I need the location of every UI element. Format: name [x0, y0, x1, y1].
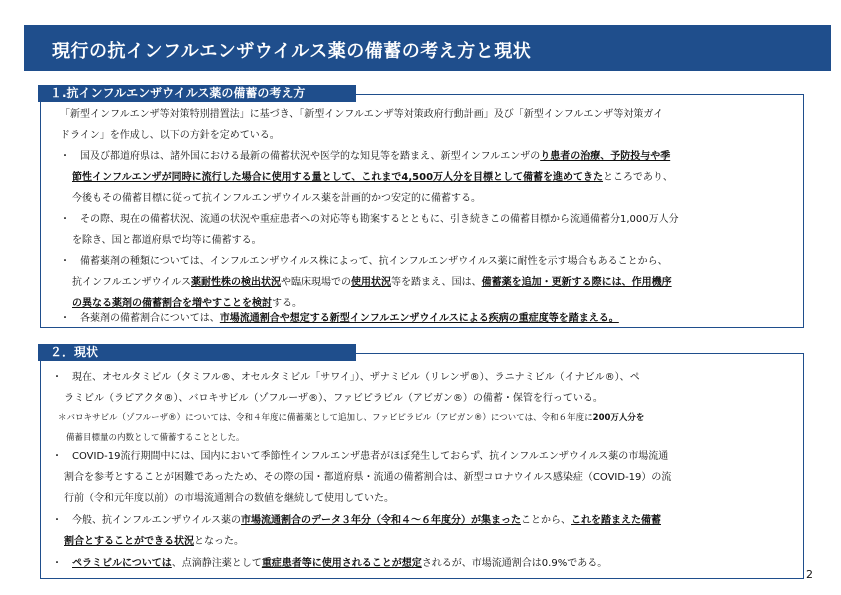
- section1-bullet3-line1: ・ 備蓄薬剤の種類については、インフルエンザウイルス株によって、抗インフルエンザウイルス薬に耐性を示す場合もあることから、: [60, 256, 668, 267]
- section1-bullet2-line1: ・ その際、現在の備蓄状況、流通の状況や重症患者への対応等も勘案するとともに、引き続きこの備蓄目標から流通備蓄分1,000万人分: [60, 214, 679, 225]
- section2-bullet4-line1: [52, 558, 607, 570]
- section1-bullet1-line1: [60, 151, 670, 163]
- header-bar: [24, 25, 831, 71]
- section1-bullet3-emphasis4: の異なる薬剤の備蓄割合を増やすことを検討: [72, 298, 272, 309]
- section2-bullet3-emphasis: 市場流通割合のデータ３年分（令和４～６年度分）が集まった: [241, 515, 521, 526]
- section1-bullet3-line3: [72, 298, 302, 310]
- section2-bullet4-emphasis2: 重症患者等に使用されることが想定: [261, 558, 422, 569]
- page-number: 2: [806, 568, 813, 581]
- section2-bullet3-text: ・ 今般、抗インフルエンザウイルス薬の: [52, 515, 241, 526]
- section2-bullet3-line1: [52, 515, 661, 527]
- section1-label: １.抗インフルエンザウイルス薬の備蓄の考え方: [38, 85, 356, 102]
- section1-bullet3-text4: する。: [272, 298, 302, 309]
- section1-bullet3-emphasis2: 使用状況: [351, 277, 391, 288]
- section2-bullet3-text2: ことから、: [521, 515, 571, 526]
- section2-note-text: ＊バロキサビル（ゾフルーザ®）については、令和４年度に備蓄薬として追加し、ファビピラビル（アビガン®）については、令和６年度に: [58, 413, 593, 423]
- section1-bullet3-line2: [72, 277, 672, 289]
- section2-bullet1-line1: ・ 現在、オセルタミビル（タミフル®、オセルタミビル「サワイ」）、ザナミビル（リレンザ®）、ラニナミビル（イナビル®）、ペ: [52, 372, 640, 383]
- section1-bullet1-text: ・ 国及び都道府県は、諸外国における最新の備蓄状況や医学的な知見等を踏まえ、新型インフルエンザの: [60, 151, 541, 162]
- section1-intro-line2: ドライン」を作成し、以下の方針を定めている。: [60, 130, 280, 141]
- page-title: 現行の抗インフルエンザウイルス薬の備蓄の考え方と現状: [52, 41, 532, 62]
- section1-bullet4-emphasis: 市場流通割合や想定する新型インフルエンザウイルスによる疾病の重症度等を踏まえる。: [219, 313, 619, 324]
- section2-bullet1-line2: ラミビル（ラピアクタ®）、バロキサビル（ゾフルーザ®）、ファビピラビル（アビガン®）の備蓄・保管を行っている。: [64, 393, 603, 404]
- section2-bullet4-text2: 、点滴静注薬として: [171, 558, 262, 569]
- section2-label: ２．現状: [38, 344, 356, 361]
- section2-bullet3-line2: [64, 536, 244, 548]
- section2-bullet3-emphasis2: これを踏まえた備蓄: [571, 515, 661, 526]
- section1-bullet3-emphasis3: 備蓄薬を追加・更新する際には、作用機序: [481, 277, 672, 288]
- section2-bullet2-line1: ・ COVID-19流行期間中には、国内において季節性インフルエンザ患者がほぼ発生しておらず、抗インフルエンザウイルス薬の市場流通: [52, 451, 669, 462]
- section2-bullet4-emphasis: ペラミビルについては: [72, 558, 172, 569]
- section1-bullet3-emphasis: 薬耐性株の検出状況: [191, 277, 281, 288]
- section1-bullet1-line2: [72, 172, 673, 184]
- section2-bullet3-text3: となった。: [194, 536, 244, 547]
- section2-note-line1: [58, 413, 644, 423]
- section2-bullet2-line3: 行前（令和元年度以前）の市場流通割合の数値を継続して使用していた。: [64, 493, 394, 504]
- section1-bullet4-text: ・ 各薬剤の備蓄割合については、: [60, 313, 220, 324]
- section1-bullet1-emphasis: り患者の治療、予防投与や季: [540, 151, 671, 162]
- section2-note-line2: 備蓄目標量の内数として備蓄することとした。: [66, 433, 245, 443]
- section1-bullet3-text3: 等を踏まえ、国は、: [391, 277, 482, 288]
- section2-bullet4-text: ・: [52, 558, 72, 569]
- section2-bullet4-text3: されるが、市場流通割合は0.9%である。: [421, 558, 608, 569]
- section1-bullet1-text2: ところであり、: [603, 172, 673, 183]
- section1-bullet4-line1: [60, 313, 619, 325]
- section1-bullet3-text2: や臨床現場での: [281, 277, 351, 288]
- section1-bullet3-text: 抗インフルエンザウイルス: [72, 277, 191, 288]
- section1-bullet2-line2: を除き、国と都道府県で均等に備蓄する。: [72, 235, 262, 246]
- section1-bullet1-emphasis2: 節性インフルエンザが同時に流行した場合に使用する量として、これまで4,500万人分を目標として備蓄を進めてきた: [72, 172, 604, 183]
- section2-bullet3-emphasis3: 割合とすることができる状況: [64, 536, 194, 547]
- section1-intro-line1: 「新型インフルエンザ等対策特別措置法」に基づき、「新型インフルエンザ等対策政府行動計画」及び「新型インフルエンザ等対策ガイ: [60, 109, 664, 120]
- section1-bullet1-line3: 今後もその備蓄目標に従って抗インフルエンザウイルス薬を計画的かつ安定的に備蓄する。: [72, 193, 481, 204]
- section2-note-emphasis: 200万人分を: [592, 413, 645, 423]
- section2-bullet2-line2: 割合を参考とすることが困難であったため、その際の国・都道府県・流通の備蓄割合は、新型コロナウイルス感染症（COVID-19）の流: [64, 472, 672, 483]
